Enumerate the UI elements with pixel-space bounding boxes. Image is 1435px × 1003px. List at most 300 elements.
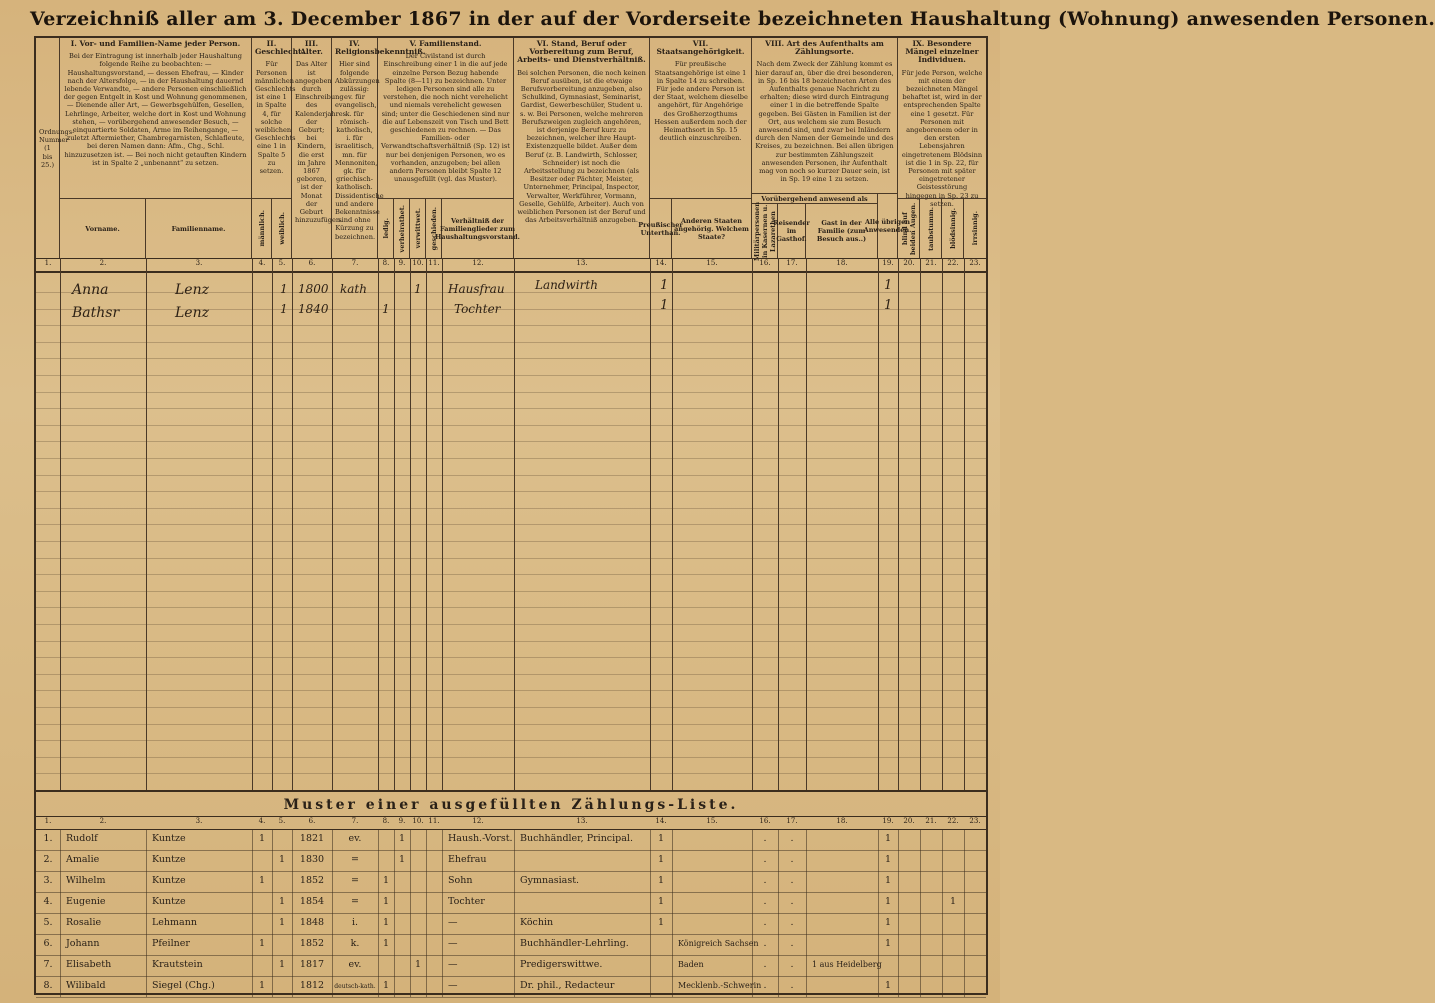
sample-column-line xyxy=(60,892,61,913)
sample-column-line xyxy=(410,829,411,850)
sample-cell-w: 1 xyxy=(278,854,286,865)
sample-column-number: 10. xyxy=(412,817,424,825)
sample-cell-beruf: Dr. phil., Redacteur xyxy=(520,980,615,991)
sample-cell-rel: = xyxy=(351,854,359,865)
sample-column-number: 23. xyxy=(969,817,981,825)
sample-cell-beruf: Köchin xyxy=(520,917,554,928)
sample-cell-verhaeltniss: Sohn xyxy=(448,875,473,886)
sample-cell-pr: 1 xyxy=(657,896,665,907)
sample-column-number: 9. xyxy=(398,817,406,825)
sample-cell-c16: . xyxy=(763,833,767,844)
sample-column-line xyxy=(514,913,515,934)
sample-column-line xyxy=(942,976,943,997)
header-names xyxy=(60,38,252,198)
sample-column-line xyxy=(920,976,921,997)
sample-cell-c17: . xyxy=(790,833,794,844)
subheader-familienname: Familienname. xyxy=(146,198,252,258)
sample-column-line xyxy=(146,829,147,850)
sample-row xyxy=(36,829,986,851)
sample-cell-vorname: Rosalie xyxy=(66,917,102,928)
sample-column-line xyxy=(426,913,427,934)
sample-column-line xyxy=(442,955,443,976)
entry-1-jahr: 1800 xyxy=(298,282,329,296)
sample-column-line xyxy=(806,871,807,892)
sample-column-line xyxy=(898,829,899,850)
sample-cell-beruf: Buchhändler-Lehrling. xyxy=(520,938,629,949)
sample-column-numbers xyxy=(36,816,986,830)
column-number: 8. xyxy=(382,259,390,267)
sample-cell-c19: 1 xyxy=(884,938,892,949)
subheader-c18: Gast in der Familie (zum Besuch aus..) xyxy=(806,203,878,258)
sample-cell-rel: i. xyxy=(351,917,359,928)
col-title-maengel: IX. Besondere Mängel einzelner Individuen. xyxy=(905,39,979,65)
sample-column-line xyxy=(146,955,147,976)
entry-1-beruf: Landwirth xyxy=(535,278,598,292)
sample-cell-c19: 1 xyxy=(884,875,892,886)
subheader-verwittwet: verwittwet. xyxy=(410,198,426,258)
subheader-c17: Reisender im Gasthof. xyxy=(778,203,806,258)
sample-cell-c17: . xyxy=(790,959,794,970)
sample-column-line xyxy=(672,871,673,892)
grid-row-line xyxy=(36,392,986,393)
sample-column-line xyxy=(410,976,411,997)
sample-column-line xyxy=(898,850,899,871)
sample-column-number: 2. xyxy=(99,817,107,825)
sample-column-line xyxy=(806,892,807,913)
column-number: 18. xyxy=(836,259,848,267)
sample-cell-vorname: Elisabeth xyxy=(66,959,112,970)
sample-cell-verh: 1 xyxy=(398,854,406,865)
sample-column-line xyxy=(426,934,427,955)
sample-column-line xyxy=(920,913,921,934)
subheader-c20: blind auf beiden Augen. xyxy=(898,198,920,258)
sample-cell-n: 8. xyxy=(43,980,53,991)
sample-column-line xyxy=(514,892,515,913)
grid-row-line xyxy=(36,707,986,708)
subheader-c16: Militärpersonen in Kasernen u. Lazarethen xyxy=(752,201,777,261)
sample-cell-verh: 1 xyxy=(398,833,406,844)
sample-column-line xyxy=(514,871,515,892)
entry-1-religion: kath xyxy=(340,282,367,296)
col-text-geschlecht: Für Personen männlichen Geschlechts ist eine 1 in Spalte 4, für solche weiblichen Geschlechts eine 1 in Spalte 5 zu setzen. xyxy=(255,60,296,176)
sample-column-line xyxy=(514,976,515,997)
sample-cell-ledig: 1 xyxy=(382,875,390,886)
entry-2-ledig: 1 xyxy=(382,302,390,316)
grid-row-line xyxy=(36,773,986,774)
sample-column-line xyxy=(442,976,443,997)
sample-column-line xyxy=(394,934,395,955)
sample-column-line xyxy=(426,955,427,976)
subheader-c22: blödsinnig. xyxy=(942,198,964,258)
sample-column-line xyxy=(272,829,273,850)
grid-row-line xyxy=(36,690,986,691)
sample-row xyxy=(36,892,986,914)
sample-cell-jahr: 1848 xyxy=(299,917,325,928)
subheader-verhaeltniss: Verhältniß der Familienglieder zum Haushaltungsvorstand. xyxy=(442,198,514,258)
sample-column-line xyxy=(806,955,807,976)
sample-column-line xyxy=(410,934,411,955)
grid-row-line xyxy=(36,558,986,559)
grid-row-line xyxy=(36,657,986,658)
sample-cell-c19: 1 xyxy=(884,980,892,991)
header-aufenthalt xyxy=(752,38,898,193)
header-familienstand xyxy=(378,38,514,198)
grid-row-line xyxy=(36,491,986,492)
grid-row-line xyxy=(36,740,986,741)
sample-cell-c17: . xyxy=(790,917,794,928)
sample-cell-rel: k. xyxy=(350,938,360,949)
sample-column-line xyxy=(426,871,427,892)
sample-cell-ledig: 1 xyxy=(382,938,390,949)
sample-cell-m: 1 xyxy=(258,875,266,886)
subheader-vorname: Vorname. xyxy=(60,198,146,258)
subheader-voruebergehend: Vorübergehend anwesend als xyxy=(752,193,878,203)
sample-cell-vorname: Wilibald xyxy=(66,980,106,991)
sample-cell-n: 3. xyxy=(43,875,53,886)
sample-cell-n: 5. xyxy=(43,917,53,928)
sample-cell-vorname: Rudolf xyxy=(66,833,98,844)
grid-row-line xyxy=(36,425,986,426)
sample-cell-familienname: Kuntze xyxy=(152,854,186,865)
column-number: 5. xyxy=(278,259,286,267)
column-number: 16. xyxy=(759,259,771,267)
sample-cell-rel: = xyxy=(351,875,359,886)
sample-column-line xyxy=(942,850,943,871)
sample-cell-verhaeltniss: — xyxy=(448,980,458,991)
grid-row-line xyxy=(36,358,986,359)
sample-cell-jahr: 1812 xyxy=(299,980,325,991)
column-number: 17. xyxy=(786,259,798,267)
sample-column-line xyxy=(672,976,673,997)
sample-column-line xyxy=(426,829,427,850)
sample-cell-familienname: Krautstein xyxy=(152,959,203,970)
col-text-staat: Für preußische Staatsangehörige ist eine 1 in Spalte 14 zu schreiben. Für jede andere Person ist der Staat, welchem dieselbe angehört, für Angehörige des Großherzogthums Hessen außerdem noch der Heimathsort in Sp. 15 deutlich einzuschreiben. xyxy=(653,60,748,143)
entry-1-preussisch: 1 xyxy=(660,278,669,293)
sample-column-line xyxy=(898,934,899,955)
column-number: 9. xyxy=(398,259,406,267)
sample-column-line xyxy=(394,955,395,976)
sample-cell-c19: 1 xyxy=(884,854,892,865)
column-number: 3. xyxy=(195,259,203,267)
sample-column-line xyxy=(252,955,253,976)
sample-column-line xyxy=(650,934,651,955)
sample-cell-verhaeltniss: — xyxy=(448,938,458,949)
subheader-c19: Alle übrigen Anwesenden. xyxy=(878,193,898,258)
sample-column-line xyxy=(60,955,61,976)
sample-column-number: 4. xyxy=(258,817,266,825)
sample-cell-vorname: Eugenie xyxy=(66,896,106,907)
entry-2-uebrige: 1 xyxy=(884,298,893,313)
sample-column-line xyxy=(442,871,443,892)
sample-column-line xyxy=(514,955,515,976)
column-number: 22. xyxy=(947,259,959,267)
sample-cell-gast: 1 aus Heidelberg xyxy=(812,960,882,969)
sample-cell-vorname: Johann xyxy=(66,938,100,949)
sample-column-line xyxy=(60,976,61,997)
sample-cell-rel: ev. xyxy=(348,959,362,970)
sample-column-line xyxy=(806,976,807,997)
grid-row-line xyxy=(36,674,986,675)
sample-cell-c17: . xyxy=(790,938,794,949)
sample-column-line xyxy=(394,892,395,913)
sample-column-line xyxy=(920,871,921,892)
sample-column-line xyxy=(920,934,921,955)
grid-row-line xyxy=(36,524,986,525)
sample-column-line xyxy=(442,829,443,850)
sample-column-line xyxy=(514,829,515,850)
sample-column-line xyxy=(514,934,515,955)
sample-row xyxy=(36,871,986,893)
sample-column-line xyxy=(806,934,807,955)
sample-cell-ledig: 1 xyxy=(382,980,390,991)
sample-cell-ledig: 1 xyxy=(382,917,390,928)
sample-column-line xyxy=(410,892,411,913)
sample-column-line xyxy=(410,913,411,934)
sample-column-line xyxy=(964,892,965,913)
sample-column-number: 15. xyxy=(706,817,718,825)
grid-row-line xyxy=(36,408,986,409)
sample-column-line xyxy=(672,829,673,850)
sample-cell-rel: ev. xyxy=(348,833,362,844)
entry-2-jahr: 1840 xyxy=(298,302,329,316)
sample-column-line xyxy=(252,850,253,871)
col-text-familienstand: Der Civilstand ist durch Einschreibung einer 1 in die auf jede einzelne Person Bezug habende Spalte (8—11) zu bezeichnen. Unter ledigen Personen sind alle zu verstehen, die noch nicht verehelicht und niemals verehelicht gewesen sind; unter die Geschiedenen sind nur die auf Lebenszeit von Tisch und Bett geschiedenen zu rechnen. — Das Familien- oder Verwandtschaftsverhältniß (Sp. 12) ist nur bei denjenigen Personen, wo es vorhanden, anzugeben; bei allen andern Personen bleibt Spalte 12 unausgefüllt (vgl. das Muster). xyxy=(381,52,510,184)
grid-row-line xyxy=(36,591,986,592)
col-text-beruf: Bei solchen Personen, die noch keinen Beruf ausüben, ist die etwaige Berufsvorbereitung anzugeben, also Schulkind, Gymnasiast, Seminarist, Gardist, Gewerbeschüler, Student u. s. w. Bei Personen, welche mehreren Berufszweigen zugleich angehören, ist derjenige Beruf kurz zu bezeichnen, welcher ihre Haupt-Existenzquelle bildet. Außer dem Beruf (z. B. Landwirth, Schlosser, Schneider) ist noch die Arbeitsstellung zu bezeichnen (als Besitzer oder Pächter, Meister, Unternehmer, Principal, Inspector, Verwalter, Werkführer, Vormann, Geselle, Gehülfe, Arbeiter). Auch von weiblichen Personen ist der Beruf und das Arbeitsverhältniß anzugeben. xyxy=(517,68,646,225)
sample-column-line xyxy=(426,850,427,871)
sample-column-line xyxy=(898,913,899,934)
grid-row-line xyxy=(36,342,986,343)
sample-cell-c16: . xyxy=(763,896,767,907)
sample-column-number: 22. xyxy=(947,817,959,825)
header-beruf xyxy=(514,38,650,258)
sample-column-line xyxy=(442,913,443,934)
sample-column-number: 6. xyxy=(308,817,316,825)
sample-column-line xyxy=(514,850,515,871)
col-title-staat: VII. Staatsangehörigkeit. xyxy=(656,39,745,57)
sample-cell-w: 1 xyxy=(278,896,286,907)
sample-cell-verhaeltniss: — xyxy=(448,959,458,970)
ordnungsnummer-label: Ordnungs-Nummer (1 bis 25.) xyxy=(39,128,75,169)
sample-column-line xyxy=(146,976,147,997)
sample-cell-pr: 1 xyxy=(657,833,665,844)
column-number: 11. xyxy=(428,259,440,267)
column-number: 2. xyxy=(99,259,107,267)
sample-column-line xyxy=(806,913,807,934)
sample-column-line xyxy=(272,934,273,955)
sample-column-line xyxy=(252,892,253,913)
sample-column-number: 5. xyxy=(278,817,286,825)
sample-column-number: 1. xyxy=(44,817,52,825)
sample-column-line xyxy=(146,934,147,955)
sample-column-line xyxy=(964,871,965,892)
header-maengel xyxy=(898,38,986,208)
column-number: 20. xyxy=(903,259,915,267)
sample-cell-c16: . xyxy=(763,917,767,928)
grid-row-line xyxy=(36,541,986,542)
column-number: 12. xyxy=(472,259,484,267)
sample-column-line xyxy=(964,976,965,997)
sample-cell-familienname: Siegel (Chg.) xyxy=(152,980,215,991)
sample-cell-ledig: 1 xyxy=(382,896,390,907)
sample-column-number: 7. xyxy=(351,817,359,825)
sample-column-line xyxy=(964,955,965,976)
grid-row-line xyxy=(36,757,986,758)
sample-column-line xyxy=(898,976,899,997)
sample-cell-jahr: 1852 xyxy=(299,875,325,886)
sample-column-line xyxy=(672,892,673,913)
column-number: 7. xyxy=(351,259,359,267)
sample-column-line xyxy=(942,871,943,892)
sample-column-line xyxy=(146,850,147,871)
sample-cell-verhaeltniss: Tochter xyxy=(448,896,485,907)
sample-cell-vorname: Wilhelm xyxy=(66,875,106,886)
sample-cell-c19: 1 xyxy=(884,896,892,907)
sample-column-line xyxy=(378,850,379,871)
sample-column-line xyxy=(410,871,411,892)
sample-column-line xyxy=(898,871,899,892)
grid-row-line xyxy=(36,325,986,326)
sample-column-line xyxy=(920,829,921,850)
sample-title: Muster einer ausgefüllten Zählungs-Liste. xyxy=(36,790,986,818)
col-title-alter: III. Alter. xyxy=(300,39,323,57)
entry-2-verhaeltniss: Tochter xyxy=(454,302,501,316)
sample-cell-jahr: 1830 xyxy=(299,854,325,865)
entry-2-familienname: Lenz xyxy=(175,305,209,321)
sample-cell-familienname: Kuntze xyxy=(152,875,186,886)
sample-cell-c17: . xyxy=(790,854,794,865)
sample-cell-n: 2. xyxy=(43,854,53,865)
grid-row-line xyxy=(36,458,986,459)
col-title-names: I. Vor- und Familien-Name jeder Person. xyxy=(70,39,241,48)
grid-row-line xyxy=(36,624,986,625)
sample-cell-staat: Baden xyxy=(678,960,704,969)
sample-column-line xyxy=(394,976,395,997)
sample-column-line xyxy=(426,892,427,913)
sample-column-line xyxy=(672,850,673,871)
sample-column-line xyxy=(410,850,411,871)
sample-column-line xyxy=(146,892,147,913)
header-alter xyxy=(292,38,347,258)
sample-cell-familienname: Kuntze xyxy=(152,833,186,844)
sample-row xyxy=(36,934,986,956)
subheader-ledig: ledig. xyxy=(378,198,394,258)
column-number: 19. xyxy=(882,259,894,267)
sample-column-number: 3. xyxy=(195,817,203,825)
sample-column-line xyxy=(60,871,61,892)
grid-row-line xyxy=(36,441,986,442)
sample-column-line xyxy=(378,829,379,850)
sample-cell-jahr: 1821 xyxy=(299,833,325,844)
sample-cell-c16: . xyxy=(763,875,767,886)
sample-column-number: 14. xyxy=(655,817,667,825)
sample-column-line xyxy=(442,850,443,871)
sample-column-line xyxy=(672,955,673,976)
sample-column-line xyxy=(272,976,273,997)
col-title-religion: IV. Religionsbekenntniß. xyxy=(335,39,426,57)
sample-column-line xyxy=(60,913,61,934)
sample-cell-c17: . xyxy=(790,875,794,886)
grid-row-line xyxy=(36,508,986,509)
sample-cell-jahr: 1817 xyxy=(299,959,325,970)
sample-cell-verhaeltniss: — xyxy=(448,917,458,928)
sample-cell-familienname: Pfeilner xyxy=(152,938,190,949)
sample-column-number: 16. xyxy=(759,817,771,825)
subheader-c21: taubstumm. xyxy=(920,198,942,258)
sample-column-number: 19. xyxy=(882,817,894,825)
sample-cell-c22: 1 xyxy=(949,896,957,907)
sample-cell-n: 7. xyxy=(43,959,53,970)
sample-column-number: 12. xyxy=(472,817,484,825)
column-number: 23. xyxy=(969,259,981,267)
sample-cell-rel: = xyxy=(351,896,359,907)
sample-column-line xyxy=(426,976,427,997)
header-ordnungsnummer xyxy=(36,38,75,258)
sample-cell-c19: 1 xyxy=(884,833,892,844)
form-title: Verzeichniß aller am 3. December 1867 in der auf der Vorderseite bezeichneten Haushaltung (Wohnung) anwesenden Personen. xyxy=(30,8,1435,30)
column-number: 6. xyxy=(308,259,316,267)
column-number: 13. xyxy=(576,259,588,267)
header-geschlecht xyxy=(252,38,305,198)
sample-column-line xyxy=(964,934,965,955)
entry-1-weiblich: 1 xyxy=(280,282,288,296)
sample-column-line xyxy=(964,913,965,934)
sample-column-line xyxy=(252,913,253,934)
col-title-familienstand: V. Familienstand. xyxy=(409,39,482,48)
sample-column-line xyxy=(964,850,965,871)
sample-column-line xyxy=(394,913,395,934)
col-text-alter: Das Alter ist angegeben durch Einschreibung des Kalenderjahres der Geburt; bei Kindern, die erst im Jahre 1867 geboren, ist der Monat der Geburt hinzuzufügen. xyxy=(295,60,347,225)
sample-column-line xyxy=(964,829,965,850)
column-numbers-row xyxy=(34,258,988,273)
sample-cell-pr: 1 xyxy=(657,917,665,928)
sample-cell-staat: Königreich Sachsen xyxy=(678,939,759,948)
sample-cell-c16: . xyxy=(763,854,767,865)
sample-cell-n: 1. xyxy=(43,833,53,844)
sample-cell-staat: Mecklenb.-Schwerin xyxy=(678,981,762,990)
sample-cell-c17: . xyxy=(790,980,794,991)
sample-cell-c17: . xyxy=(790,896,794,907)
sample-column-line xyxy=(146,913,147,934)
sample-cell-m: 1 xyxy=(258,980,266,991)
sample-cell-verhaeltniss: Ehefrau xyxy=(448,854,487,865)
sample-column-line xyxy=(942,913,943,934)
column-number: 21. xyxy=(925,259,937,267)
sample-cell-jahr: 1854 xyxy=(299,896,325,907)
subheader-maennlich: männlich. xyxy=(252,198,272,258)
subheader-geschieden: geschieden. xyxy=(426,198,442,258)
sample-column-number: 8. xyxy=(382,817,390,825)
sample-column-line xyxy=(378,955,379,976)
grid-row-line xyxy=(36,641,986,642)
column-number: 1. xyxy=(44,259,52,267)
col-title-beruf: VI. Stand, Beruf oder Vorbereitung zum Beruf, Arbeits- und Dienstverhältniß. xyxy=(517,39,646,65)
sample-column-number: 18. xyxy=(836,817,848,825)
grid-row-line xyxy=(36,574,986,575)
sample-cell-beruf: Gymnasiast. xyxy=(520,875,580,886)
column-number: 4. xyxy=(258,259,266,267)
sample-column-line xyxy=(60,850,61,871)
sample-cell-c19: 1 xyxy=(884,917,892,928)
entry-1-uebrige: 1 xyxy=(884,278,893,293)
col-text-religion: Hier sind folgende Abkürzungen zulässig: ev. für evangelisch, k. für römisch-katholisch, i. für israelitisch, mn. für Mennoniten, gk. für griechisch-katholisch. Dissidentische und andere Bekenntnisse sind ohne Kürzung zu bezeichnen. xyxy=(335,60,384,241)
entry-1-vorname: Anna xyxy=(72,282,109,298)
entry-1-verhaeltniss: Hausfrau xyxy=(448,282,505,296)
header-staat xyxy=(650,38,752,198)
sample-column-line xyxy=(60,829,61,850)
sample-cell-beruf: Buchhändler, Principal. xyxy=(520,833,633,844)
sample-cell-jahr: 1852 xyxy=(299,938,325,949)
